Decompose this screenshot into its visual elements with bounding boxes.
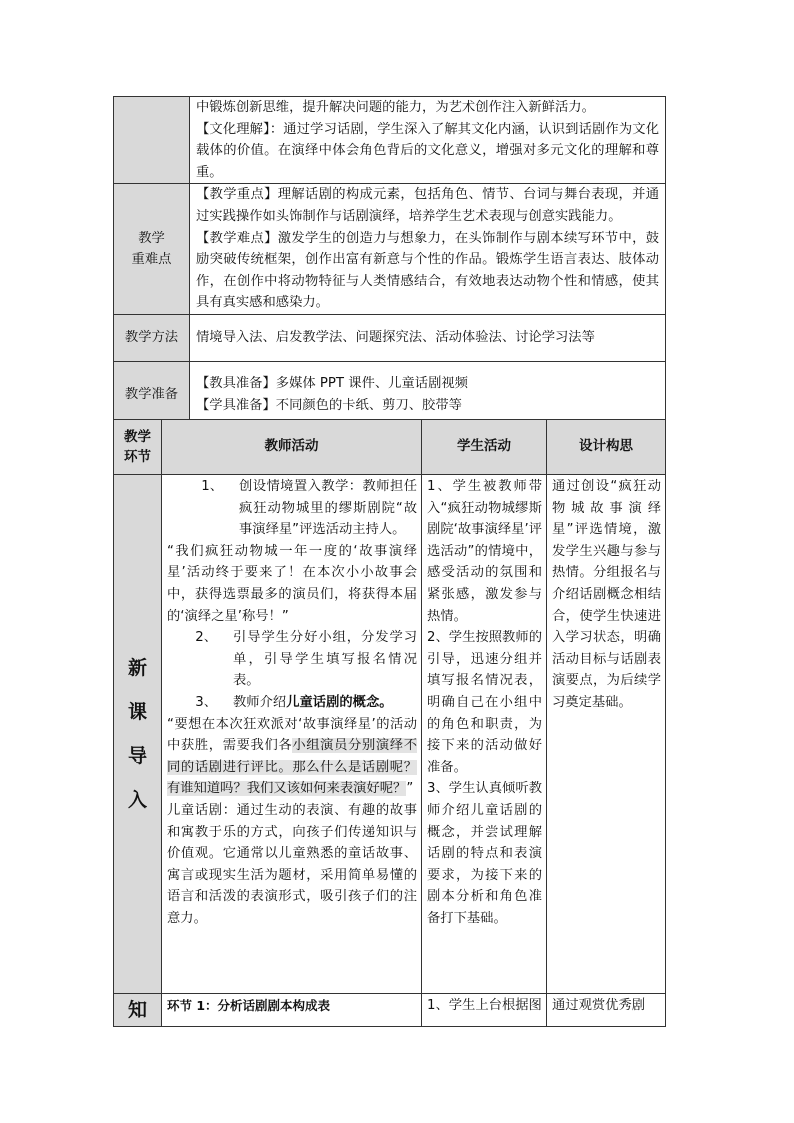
quote-close: ” [406, 781, 414, 797]
stage-char-3: 导 [127, 745, 147, 767]
difficulty-tag: 【教学难点】 [196, 230, 278, 246]
goals-row [114, 97, 666, 184]
student-step-1: 1、学生被教师带入“疯狂动物城缪斯剧院‘故事演绎星’评选活动”的情境中，感受活动的氛围和紧张感，激发参与热情。 [427, 479, 542, 624]
preparation-label: 教学准备 [114, 361, 190, 428]
step-number: 1、 [201, 479, 223, 494]
stage-char-2: 课 [127, 701, 147, 723]
step-text [233, 692, 417, 714]
goals-content-cell [190, 97, 666, 184]
label-line-1: 教学 [138, 230, 165, 246]
next-design-concept: 通过观赏优秀剧 [547, 994, 666, 1027]
teacher-activity-cell [162, 475, 422, 994]
design-text: 通过创设“疯狂动物城故事演绎星”评选情境，激发学生兴趣与参与热情。分组报名与介绍话剧概念相结合，使学生快速进入学习状态，明确活动目标与话剧表演要点，为后续学习奠定基础。 [552, 479, 661, 710]
children-drama-definition: 儿童话剧：通过生动的表演、有趣的故事和寓教于乐的方式，向孩子们传递知识与价值观。它通常以儿童熟悉的童话故事、寓言或现实生活为题材，采用简单易懂的语言和活泼的表演形式，吸引孩子们的注意力。 [167, 802, 417, 926]
stage-header-line-1: 教学 [124, 429, 151, 445]
teacher-step-1 [167, 476, 417, 541]
key-difficulty-label [114, 184, 190, 315]
student-tools-tag: 【学具准备】 [196, 397, 276, 413]
step-text: 引导学生分好小组，分发学习单，引导学生填写报名情况表。 [233, 630, 417, 689]
key-point-text: 理解话剧的构成元素，包括角色、情节、台词与舞台表现，并通过实践操作如头饰制作与话剧演绎，培养学生艺术表现与创意实践能力。 [196, 187, 660, 224]
key-difficulty-row [114, 184, 666, 315]
quote-part-1: “要想在本次狂欢派对‘故事演绎星’的活动中获胜，需要我们各 [167, 716, 417, 754]
culture-text: ：通过学习话剧，学生深入了解其文化内涵，认识到话剧作为文化载体的价值。在演绎中体会角色背后的文化意义，增强对多元文化的理解和尊重。 [196, 121, 659, 180]
goals-label-cell [114, 97, 190, 184]
stage-next-partial: 知 [114, 994, 162, 1027]
student-activity-header: 学生活动 [422, 420, 547, 475]
methods-row [114, 314, 666, 361]
next-student-activity: 1、学生上台根据图 [422, 994, 547, 1027]
process-header-row [114, 420, 666, 475]
teacher-step-2 [167, 627, 417, 692]
stage-header-line-2: 环节 [124, 449, 151, 465]
methods-label: 教学方法 [114, 314, 190, 361]
lesson-info-table [113, 96, 666, 429]
student-tools-text: 不同颜色的卡纸、剪刀、胶带等 [275, 397, 462, 413]
next-stage-row [114, 994, 666, 1027]
student-activity-cell [422, 475, 547, 994]
teacher-tools [196, 373, 659, 395]
teaching-key-point [196, 184, 659, 227]
step-number: 2、 [195, 630, 217, 646]
teaching-difficulty [196, 228, 659, 314]
student-tools [196, 395, 659, 417]
step-text-bold: 儿童话剧的概念。 [286, 694, 393, 710]
step-number: 3、 [195, 694, 217, 710]
tools-tag: 【教具准备】 [196, 376, 276, 392]
step-text: 创设情境置入教学：教师担任疯狂动物城里的缪斯剧院“故事演绎星”评选活动主持人。 [239, 479, 417, 538]
teacher-activity-header: 教师活动 [162, 420, 422, 475]
teaching-process-table [113, 419, 666, 1027]
new-lesson-intro-row [114, 475, 666, 994]
culture-tag: 【文化理解】 [196, 121, 270, 137]
design-concept-cell [547, 475, 666, 994]
difficulty-text: 激发学生的创造力与想象力，在头饰制作与剧本续写环节中，鼓励突破传统框架，创作出富有新意与个性的作品。锻炼学生语言表达、肢体动作，在创作中将动物特征与人类情感结合，有效地表达动物个性和情感，使其具有真实感和感染力。 [196, 230, 660, 311]
concept-question-quote [167, 714, 417, 800]
culture-understanding [196, 119, 659, 184]
stage-header [114, 420, 162, 475]
stage-char-4: 入 [127, 789, 147, 811]
teacher-step-3 [167, 692, 417, 714]
goals-line-innovation: 中锻炼创新思维，提升解决问题的能力，为艺术创作注入新鲜活力。 [196, 100, 595, 115]
host-quote: “我们疯狂动物城一年一度的‘故事演绎星’活动终于要来了！在本次小小故事会中，获得选票最多的演员们，将获得本届的‘演绎之星’称号！” [167, 543, 417, 624]
key-point-tag: 【教学重点】 [196, 187, 278, 203]
key-difficulty-content [190, 184, 666, 315]
methods-text: 情境导入法、启发教学法、问题探究法、活动体验法、讨论学习法等 [190, 314, 666, 361]
label-line-2: 重难点 [131, 252, 172, 268]
stage-new-lesson-intro [114, 475, 162, 994]
next-teacher-activity: 环节 1：分析话剧剧本构成表 [162, 994, 422, 1027]
student-step-3: 3、学生认真倾听教师介绍儿童话剧的概念，并尝试理解话剧的特点和表演要求，为接下来的剧本分析和角色准备打下基础。 [427, 781, 542, 926]
student-step-2: 2、学生按照教师的引导，迅速分组并填写报名情况表，明确自己在小组中的角色和职责，为接下来的活动做好准备。 [427, 630, 542, 775]
stage-char-1: 新 [127, 657, 147, 679]
tools-text: 多媒体 PPT 课件、儿童话剧视频 [275, 376, 468, 392]
quote-highlighted: 小组演员分别演绎不同的话剧进行评比。那么什么是话剧呢？有谁知道吗？我们又该如何来表演好呢？ [167, 738, 418, 797]
design-concept-header: 设计构思 [547, 420, 666, 475]
step-text-plain: 教师介绍 [233, 694, 287, 710]
